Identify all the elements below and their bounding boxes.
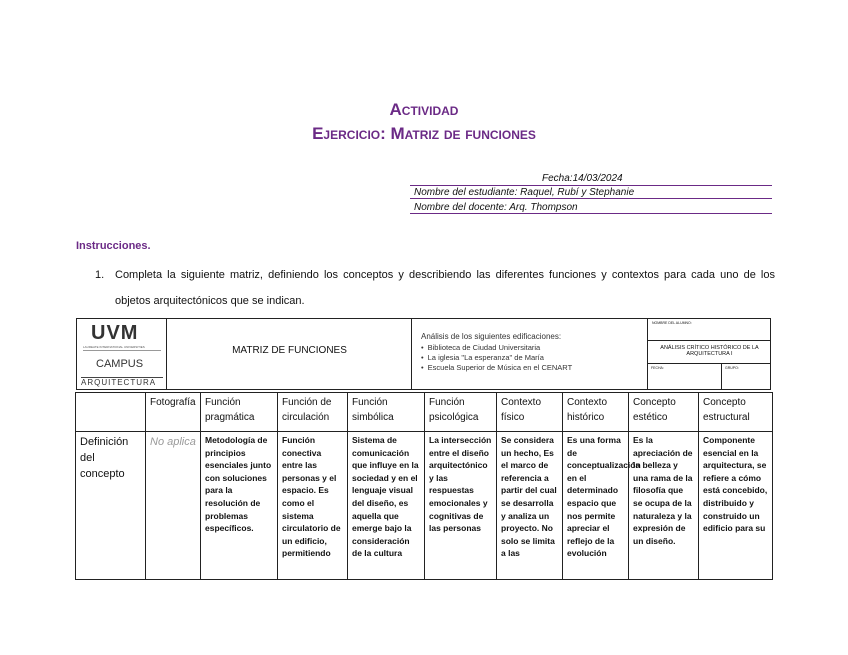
teacher-name-field: Nombre del docente: Arq. Thompson xyxy=(410,201,772,214)
building-item: • Biblioteca de Ciudad Universitaria xyxy=(421,343,572,353)
cell-funcion-simbolica xyxy=(348,432,425,580)
cell-text: Función conectiva entre las personas y el espacio. Es como el sistema circulatorio de un edificio, permitiendo xyxy=(282,435,341,559)
building-item: • La iglesia "La esperanza" de María xyxy=(421,353,572,363)
cell-funcion-psicologica xyxy=(425,432,497,580)
analysis-cell xyxy=(412,319,648,389)
column-header-funcion-pragmatica: Función pragmática xyxy=(201,393,278,432)
column-header-funcion-circulacion: Función de circulación xyxy=(278,393,348,432)
table-row xyxy=(76,432,773,580)
cell-text: Componente esencial en la arquitectura, se refiere a cómo está concebido, distribuido y construido un edificio para su xyxy=(703,435,768,534)
cell-text: Se considera un hecho, Es el marco de referencia a partir del cual se desarrolla y analiza un proyecto. No solo se limita a las xyxy=(501,435,557,559)
row-label: Definición del concepto xyxy=(76,432,146,580)
header-row xyxy=(76,393,773,432)
logo-tagline: LAUREATE INTERNATIONAL UNIVERSITIES xyxy=(83,345,145,349)
group-box xyxy=(722,364,771,389)
cell-fotografia: No aplica xyxy=(146,432,201,580)
matrix-title: MATRIZ DE FUNCIONES xyxy=(232,345,347,356)
cell-concepto-estetico xyxy=(629,432,699,580)
student-name-label: NOMBRE DEL ALUMNO: xyxy=(652,321,692,325)
logo-cell xyxy=(77,319,167,389)
instruction-item xyxy=(95,262,775,314)
date-text: Fecha:14/03/2024 xyxy=(542,173,623,184)
date-field xyxy=(410,172,772,186)
column-header-contexto-historico: Contexto histórico xyxy=(563,393,629,432)
functions-matrix xyxy=(75,392,773,580)
analysis-heading: Análisis de los siguientes edificaciones: xyxy=(421,332,562,341)
column-header-funcion-simbolica: Función simbólica xyxy=(348,393,425,432)
instructions-heading: Instrucciones. xyxy=(76,240,151,252)
cell-funcion-pragmatica xyxy=(201,432,278,580)
column-header-concepto-estructural: Concepto estructural xyxy=(699,393,773,432)
uvm-logo: UVM xyxy=(91,322,139,344)
column-header-funcion-psicologica: Función psicológica xyxy=(425,393,497,432)
cell-concepto-estructural xyxy=(699,432,773,580)
student-name-box xyxy=(648,319,771,341)
date-box xyxy=(648,364,722,389)
cell-text: Es una forma de conceptualización en el determinado espacio que nos permite apreciar el reflejo de la evolución xyxy=(567,435,641,559)
buildings-list xyxy=(421,343,572,373)
cell-contexto-historico xyxy=(563,432,641,580)
column-header-contexto-fisico: Contexto físico xyxy=(497,393,563,432)
course-info-cell xyxy=(648,319,771,389)
group-label: GRUPO: xyxy=(725,366,739,370)
column-header-empty xyxy=(76,393,146,432)
cell-text: Metodología de principios esenciales junto con soluciones para la resolución de problemas específicos. xyxy=(205,435,272,534)
cell-text: Es la apreciación de la belleza y una rama de la filosofía que se ocupa de la naturaleza y la expresión de un diseño. xyxy=(633,435,693,546)
matrix-title-cell xyxy=(167,319,412,389)
program-label: ARQUITECTURA xyxy=(81,377,163,387)
cell-text: Sistema de comunicación que influye en la sociedad y en el lenguaje visual del diseño, es aquella que emerge bajo la consideración de la cultura xyxy=(352,435,419,559)
cell-text: La intersección entre el diseño arquitectónico y las respuestas emocionales y cognitivas de las personas xyxy=(429,435,492,534)
date-label: FECHA: xyxy=(651,366,664,370)
column-header-fotografia: Fotografía xyxy=(146,393,201,432)
exercise-title: Ejercicio: Matriz de funciones xyxy=(312,124,536,143)
activity-title: Actividad xyxy=(389,100,459,119)
matrix-header-block xyxy=(76,318,771,390)
campus-label: CAMPUS xyxy=(96,358,144,370)
logo-divider xyxy=(83,350,161,351)
cell-contexto-fisico xyxy=(497,432,563,580)
building-item: • Escuela Superior de Música en el CENART xyxy=(421,363,572,373)
course-name: ANÁLISIS CRÍTICO HISTÓRICO DE LA ARQUITECTURA I xyxy=(648,341,771,364)
student-name-field: Nombre del estudiante: Raquel, Rubí y Stephanie xyxy=(410,186,772,199)
instruction-text: Completa la siguiente matriz, definiendo los conceptos y describiendo las diferentes funciones y contextos para cada uno de los objetos arquitectónicos que se indican. xyxy=(115,269,775,307)
cell-funcion-circulacion xyxy=(278,432,348,580)
instruction-number: 1. xyxy=(95,269,105,281)
column-header-concepto-estetico: Concepto estético xyxy=(629,393,699,432)
